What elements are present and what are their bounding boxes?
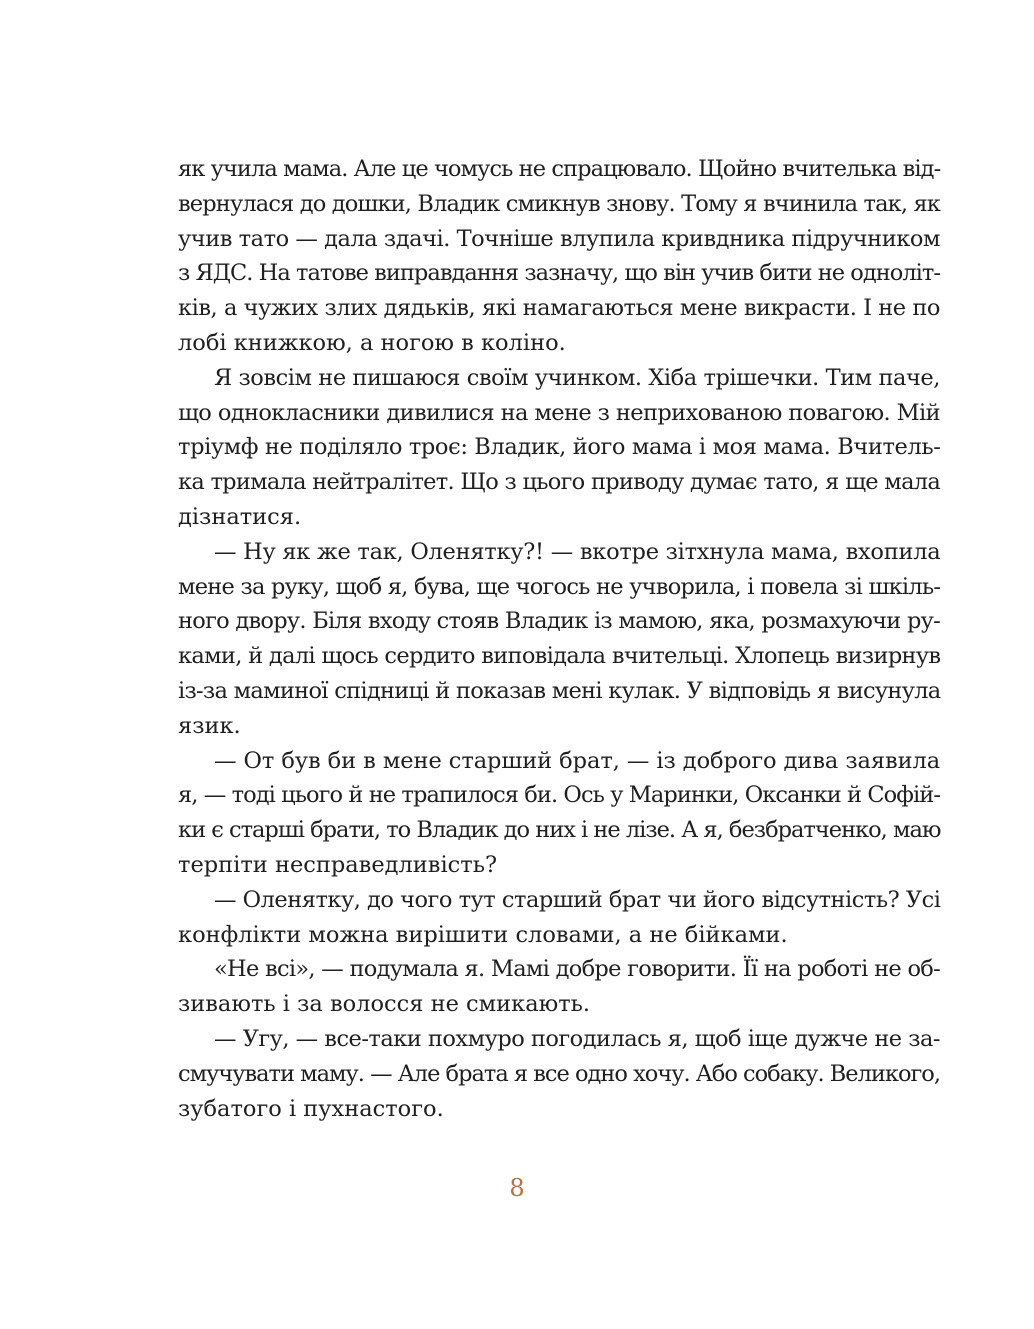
text-line: вернулася до дошки, Владик смикнув знову. Тому я вчинила так, як (178, 190, 940, 217)
paragraph (178, 535, 940, 744)
text-line: смучувати маму. — Але брата я все одно хочу. Або собаку. Великого, (178, 1060, 940, 1087)
paragraph (178, 952, 940, 1022)
text-line: — Ну як же так, Оленятку?! — вкотре зітхнула мама, вхопила (214, 538, 941, 565)
text-line: мене за руку, щоб я, бува, ще чогось не учворила, і повела зі шкіль- (178, 573, 941, 600)
text-line: Я зовсім не пишаюся своїм учинком. Хіба трішечки. Тим паче, (214, 364, 941, 391)
paragraph (178, 744, 940, 883)
text-line: тріумф не поділяло троє: Владик, його мама і моя мама. Вчитель- (178, 434, 941, 461)
text-line: — Угу, — все-таки похмуро погодилась я, щоб іще дужче не за- (214, 1025, 940, 1052)
text-line: терпіти несправедливість? (178, 851, 498, 878)
text-line: з ЯДС. На татове виправдання зазначу, що він учив бити не одноліт- (178, 260, 940, 287)
paragraph (178, 152, 940, 361)
text-line: лобі книжкою, а ногою в коліно. (178, 329, 566, 356)
text-line: «Не всі», — подумала я. Мамі добре говорити. Її на роботі не об- (214, 956, 940, 983)
paragraph (178, 361, 940, 535)
text-line: ків, а чужих злих дядьків, які намагаються мене викрасти. І не по (178, 295, 940, 322)
text-line: — Оленятку, до чого тут старший брат чи його відсутність? Усі (214, 886, 941, 913)
text-line: язик. (178, 712, 241, 739)
text-line: що однокласники дивилися на мене з неприхованою повагою. Мій (178, 399, 940, 426)
text-line: ками, й далі щось сердито виповідала вчительці. Хлопець визирнув (178, 643, 941, 670)
text-line: ка тримала нейтралітет. Що з цього приводу думає тато, я ще мала (178, 469, 940, 496)
text-line: зивають і за волосся не смикають. (178, 991, 591, 1018)
text-line: зубатого і пухнастого. (178, 1095, 444, 1122)
text-line: конфлікти можна вирішити словами, а не бійками. (178, 921, 788, 948)
text-line: ки є старші брати, то Владик до них і не лізе. А я, безбратченко, маю (178, 817, 941, 844)
text-line: із-за маминої спідниці й показав мені кулак. У відповідь я висунула (178, 677, 941, 704)
text-line: дізнатися. (178, 503, 302, 530)
page-number: 8 (509, 1174, 525, 1202)
paragraph (178, 1022, 940, 1126)
paragraph (178, 883, 940, 953)
text-line: як учила мама. Але це чомусь не спрацювало. Щойно вчителька від- (178, 156, 941, 182)
text-line: — От був би в мене старший брат, — із доброго дива заявила (214, 747, 941, 774)
text-line: учив тато — дала здачі. Точніше влупила кривдника підручником (178, 225, 940, 252)
body-text (178, 152, 940, 1126)
text-line: я, — тоді цього й не трапилося би. Ось у Маринки, Оксанки й Софій- (178, 782, 940, 809)
text-line: ного двору. Біля входу стояв Владик із мамою, яка, розмахуючи ру- (178, 608, 940, 635)
